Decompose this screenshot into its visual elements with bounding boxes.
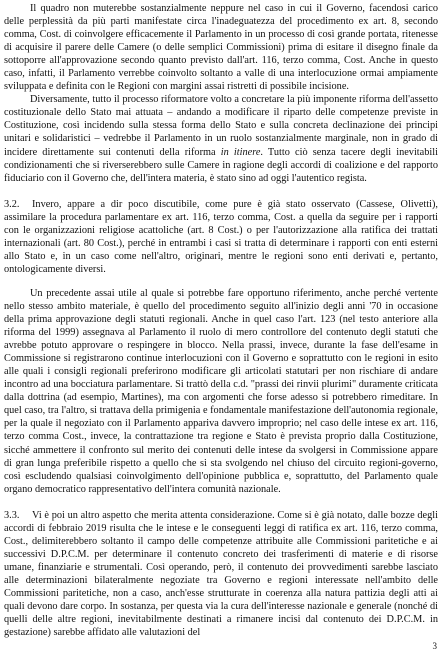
paragraph-parliament-opinion: Il quadro non muterebbe sostanzialmente neppure nel caso in cui il Governo, facendosi carico delle perplessità da più parti manifestate circa l'inadeguatezza del procedimento ex art. 8, secondo comma, Cost. di coinvolgere efficacemente il Parlamento in un processo di così grande portata, ritenesse di acquisire il parere delle Camere (o delle semplici Commissioni) prima di esitare il disegno finale da sottoporre all'approvazione secondo quanto previsto dall'art. 116, terzo comma, Cost. Anche in questo caso, infatti, il Parlamento verrebbe coinvolto soltanto a valle di una interlocuzione ormai ampiamente sviluppata e definita con le Regioni con margini assai ristretti di possibile incisione.: [4, 3, 438, 93]
document-page: [4, 2, 438, 648]
section-3-3: [4, 509, 438, 639]
paragraph-precedent-statutes: Un precedente assai utile al quale si potrebbe fare opportuno riferimento, anche perché vertente nello stesso ambito materiale, è quello del procedimento seguito all'inizio degli anni '70 in occasione della prima approvazione degli statuti regionali. Anche in quel caso l'art. 123 (nel testo anteriore alla riforma del 1999) assegnava al Parlamento il ruolo di mero controllore del contenuto degli statuti che avrebbe potuto approvare o respingere in blocco. Nella prassi, invece, durante la fase dell'esame in Commissione si registrarono continue interlocuzioni con il Governo e soprattutto con le regioni in esito alle quali i consigli regionali preferirono modificare gli articolati statutari per non rischiare di andare incontro ad una bocciatura parlamentare. Si trattò della c.d. "prassi dei rinvii plurimi" duramente criticata dalla dottrina (ad esempio, Martines), ma con argomenti che forse adesso si potrebbero rimeditare. In quel caso, tra l'altro, si trattava della primigenia e fondamentale manifestazione dell'autonomia regionale, per la quale il negoziato con il Parlamento appariva davvero improprio; nel caso delle intese ex art. 116, terzo comma Cost., invece, la contrattazione tra regione e Stato è prevista proprio dalla Costituzione, sicché ammettere il confronto sul merito dei contenuti delle intese da svolgersi in Commissione appare di gran lunga preferibile rispetto a quello che si sta svolgendo nel chiuso del circuito regioni-governo, così escludendo qualsiasi coinvolgimento dell'opinione pubblica e, soprattutto, del Parlamento quale organo democratico rappresentativo dell'intera comunità nazionale.: [4, 287, 438, 495]
section-3-3-number: 3.3.: [4, 509, 20, 521]
paragraph-reform-process-text-b: . Tutto ciò senza tacere degli inevitabili condizionamenti che si riverserebbero sulle Camere in ragione degli accordi di coalizione e del rapporto fiduciario con il Governo che, dell'intera materia, è stato sino ad oggi l'autentico regista.: [4, 146, 438, 184]
section-3-2: [4, 198, 438, 276]
paragraph-reform-process: [4, 93, 438, 184]
paragraph-reform-process-text-a: Diversamente, tutto il processo riformatore volto a concretare la più imponente riforma dell'assetto costituzionale dello Stato mai attuata – andando a modificare il riparto delle competenze previste in Costituzione, così incidendo sulla stessa forma dello Stato e sulla concreta declinazione dei principi unitari e solidaristici – vedrebbe il Parlamento in un ruolo sostanzialmente marginale, non in grado di incidere direttamente sui contenuti della riforma: [4, 94, 438, 158]
page-number: 3: [432, 641, 437, 651]
section-3-3-text: Vi è poi un altro aspetto che merita attenta considerazione. Come si è già notato, dalle bozze degli accordi di febbraio 2019 risulta che le intese e le conseguenti leggi di ratifica ex art. 116, terzo comma, Cost., delimiterebbero soltanto il campo delle competenze attribuite alle Commissioni paritetiche e ai successivi D.P.C.M. per determinare il contenuto concreto dei trasferimenti di materie e di risorse umane, finanziarie e strumentali. Così operando, però, il contenuto dei provvedimenti sarebbe lasciato alle determinazioni bilateralmente negoziate tra Governo e regioni interessate nell'ambito delle Commissioni paritetiche, non a caso, anch'esse strutturate in coerenza alla natura pattizia degli atti ai quali devono dare corpo. In sostanza, per questa via la cura dell'interesse nazionale e generale (nonché di quelli delle altre regioni, inevitabilmente destinati a rimanere incisi dal contenuto dei D.P.C.M. in gestazione) sarebbe affidato alle valutazioni del: [4, 509, 438, 639]
section-3-2-text: Invero, appare a dir poco discutibile, come pure è già stato osservato (Cassese, Olivetti), assimilare la procedura parlamentare ex art. 116, terzo comma, Cost. a quella da seguire per i rapporti con le organizzazioni religiose acattoliche (art. 8 Cost.) o per l'autorizzazione alla ratifica dei trattati internazionali (art. 80 Cost.), perché in entrambi i casi si tratta di determinare i rapporti con enti esterni allo Stato e, in un caso come nell'altro, originari, mentre le regioni sono enti derivati e, pertanto, ontologicamente diversi.: [4, 198, 438, 275]
section-3-2-number: 3.2.: [4, 198, 20, 210]
italic-in-itinere: in itinere: [220, 146, 261, 158]
